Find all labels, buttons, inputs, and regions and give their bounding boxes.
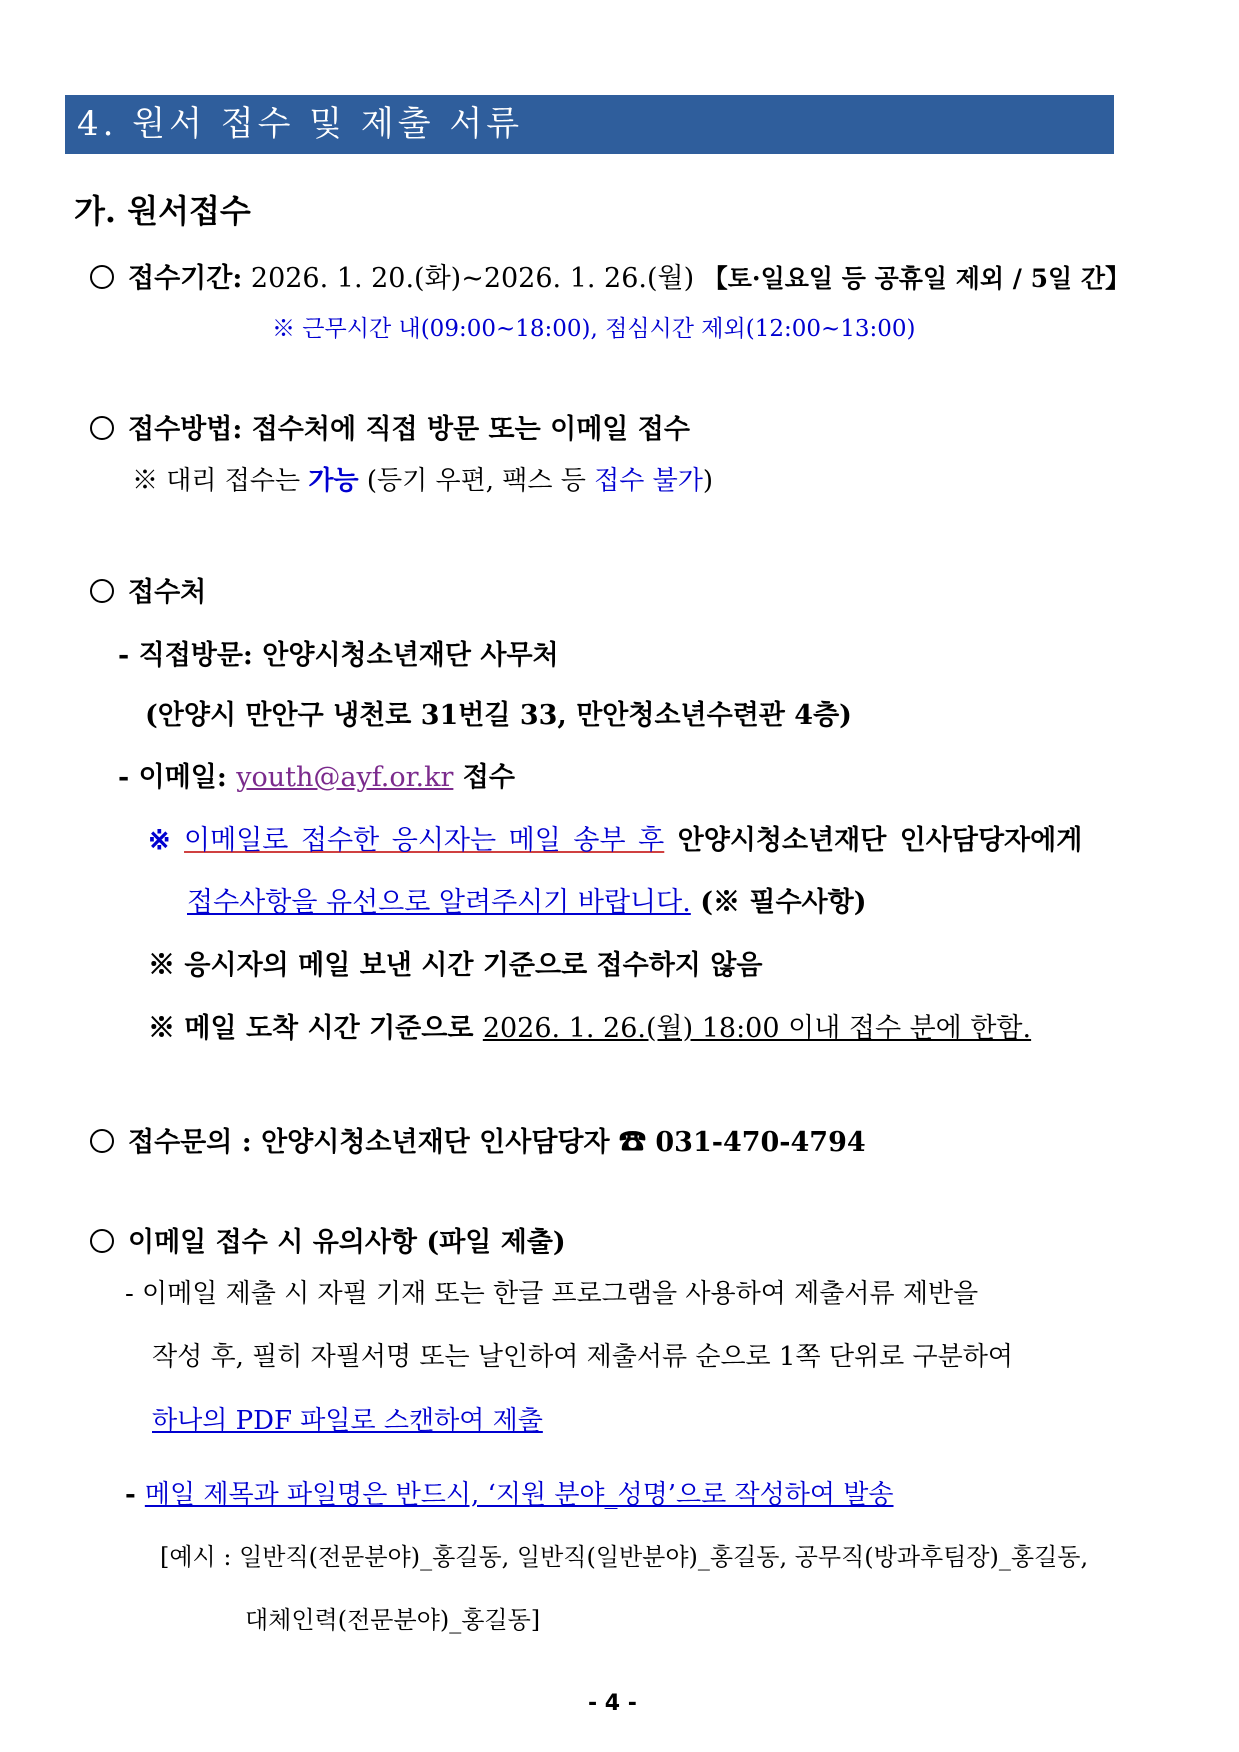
subsection-title: 가. 원서접수 (74, 192, 251, 230)
method-note-possible: 가능 (308, 466, 359, 496)
method-note-prefix: ※ 대리 접수는 (132, 466, 309, 496)
section-header: 4. 원서 접수 및 제출 서류 (65, 95, 1114, 154)
note1-line2-blue: 접수사항을 유선으로 알려주시기 바랍니다. (187, 887, 691, 918)
note1-blue: 이메일로 접수한 응시자는 메일 송부 후 (184, 825, 665, 856)
place-label: 접수처 (128, 577, 207, 608)
note3-prefix: ※ 메일 도착 시간 기준으로 (148, 1013, 483, 1044)
example-line2: 대체인력(전문분야)_홍길동] (245, 1606, 541, 1634)
note1-rest: 안양시청소년재단 인사담당자에게 (664, 825, 1083, 856)
line4-dash: - (125, 1480, 145, 1510)
place-note1-line2 (187, 880, 867, 919)
place-line (90, 570, 206, 609)
email-notes-line3: 하나의 PDF 파일로 스캔하여 제출 (152, 1406, 543, 1436)
place-visit: - 직접방문: 안양시청소년재단 사무처 (118, 640, 559, 671)
email-notes-line1: - 이메일 제출 시 자필 기재 또는 한글 프로그램을 사용하여 제출서류 제반을 (125, 1279, 979, 1309)
method-note-mid: (등기 우편, 팩스 등 (358, 466, 595, 496)
line4-text: 메일 제목과 파일명은 반드시, ‘지원 분야_성명’으로 작성하여 발송 (144, 1480, 894, 1510)
email-notes-line4 (125, 1474, 894, 1511)
method-label: 접수방법: 접수처에 직접 방문 또는 이메일 접수 (128, 414, 690, 445)
phone-icon: ☎ (618, 1127, 646, 1158)
period-note: 【토·일요일 등 공휴일 제외 / 5일 간】 (702, 264, 1130, 293)
inquiry-label: 접수문의 : 안양시청소년재단 인사담당자 (128, 1127, 610, 1158)
place-email-line (118, 755, 515, 794)
email-notes-line2: 작성 후, 필히 자필서명 또는 날인하여 제출서류 순으로 1쪽 단위로 구분하여 (152, 1342, 1013, 1372)
note1-line2-rest: (※ 필수사항) (690, 887, 867, 918)
email-notes-line (90, 1220, 566, 1259)
method-note-impossible: 접수 불가 (594, 466, 703, 496)
email-notes-label: 이메일 접수 시 유의사항 (파일 제출) (128, 1227, 566, 1258)
inquiry-line (90, 1120, 866, 1159)
circle-bullet-icon (90, 1229, 114, 1253)
period-hours: ※ 근무시간 내(09:00~18:00), 점심시간 제외(12:00~13:00) (272, 316, 916, 342)
method-line (90, 407, 690, 446)
circle-bullet-icon (90, 265, 114, 289)
method-note (132, 460, 713, 497)
period-label: 접수기간: (128, 263, 243, 294)
email-suffix: 접수 (453, 762, 515, 793)
circle-bullet-icon (90, 1129, 114, 1153)
period-line (90, 256, 1130, 295)
note3-underlined: 2026. 1. 26.(월) 18:00 이내 접수 분에 한함. (482, 1013, 1032, 1044)
method-note-suffix: ) (702, 466, 714, 496)
inquiry-phone: 031-470-4794 (655, 1127, 866, 1158)
place-note3 (148, 1006, 1031, 1045)
email-link[interactable]: youth@ayf.or.kr (236, 762, 454, 793)
page-number: - 4 - (588, 1691, 637, 1716)
example-line1: [예시 : 일반직(전문분야)_홍길동, 일반직(일반분야)_홍길동, 공무직(방과후팀장)_홍길동, (160, 1543, 1089, 1571)
circle-bullet-icon (90, 416, 114, 440)
email-prefix: - 이메일: (118, 762, 237, 793)
place-note1 (148, 818, 1082, 857)
place-address: (안양시 만안구 냉천로 31번길 33, 만안청소년수련관 4층) (145, 700, 852, 731)
period-value: 2026. 1. 20.(화)~2026. 1. 26.(월) (250, 263, 695, 294)
note1-mark: ※ (148, 825, 185, 856)
place-note2: ※ 응시자의 메일 보낸 시간 기준으로 접수하지 않음 (148, 950, 763, 981)
circle-bullet-icon (90, 579, 114, 603)
